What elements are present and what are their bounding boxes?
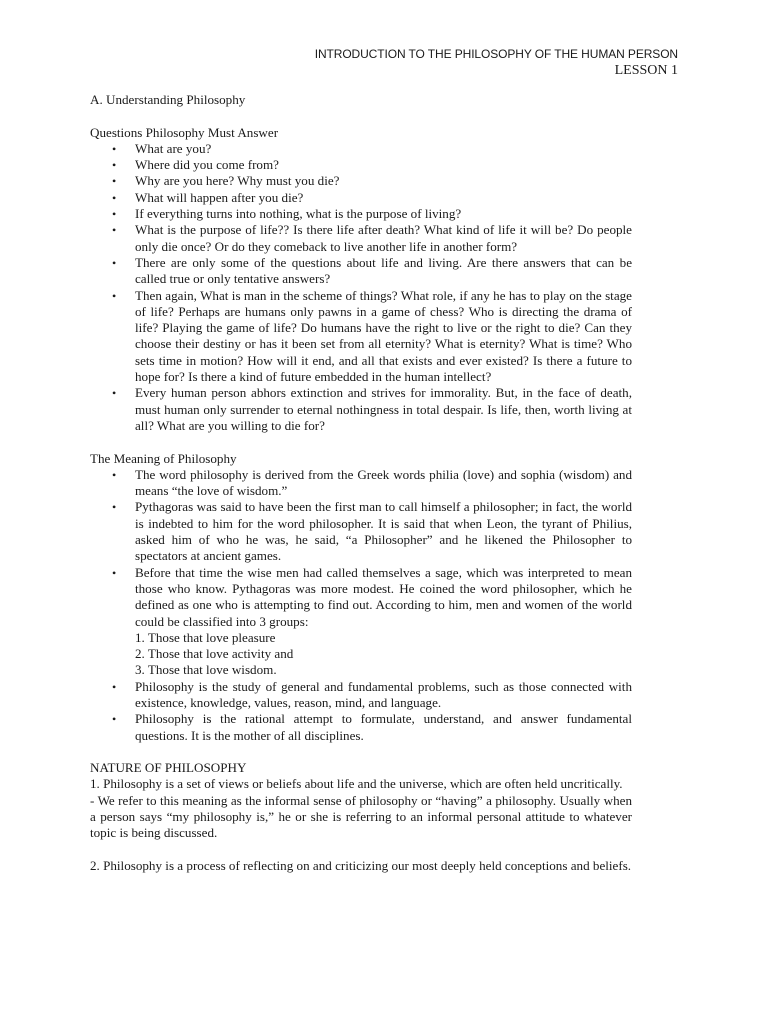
list-item-text: Why are you here? Why must you die? (135, 173, 340, 189)
questions-list (90, 141, 632, 434)
list-item (90, 711, 632, 744)
bullet-icon: • (112, 679, 117, 694)
list-item (90, 141, 632, 157)
list-item-text: Philosophy is the study of general and fundamental problems, such as those connected with existence, knowledge, values, reason, mind, and language. (135, 678, 632, 710)
bullet-icon: • (112, 174, 117, 189)
meaning-title: The Meaning of Philosophy (90, 450, 237, 466)
list-item (90, 467, 632, 500)
list-item (90, 190, 632, 206)
bullet-icon: • (112, 141, 117, 156)
header-lesson: LESSON 1 (614, 63, 678, 78)
meaning-list (90, 467, 632, 744)
bullet-icon: • (112, 565, 117, 580)
bullet-icon: • (112, 712, 117, 727)
list-item-text: What will happen after you die? (135, 189, 304, 205)
spacer (90, 108, 632, 124)
spacer (90, 744, 632, 760)
list-item-text: Every human person abhors extinction and strives for immorality. But, in the face of death, must human only surrender to eternal nothingness in total despair. Is life, then, worth living at all? What are you willing to die for? (135, 385, 632, 433)
list-item (90, 385, 632, 434)
list-item (90, 288, 632, 386)
bullet-icon: • (112, 190, 117, 205)
list-item-text: Pythagoras was said to have been the first man to call himself a philosopher; in fact, the world is indebted to him for the word philosopher. It is said that when Leon, the tyrant of Philius, asked him of who he was, he said, “a Philosopher” and he likened the Philosopher to spectators at ancient games. (135, 499, 632, 564)
list-item (90, 499, 632, 564)
list-item (90, 157, 632, 173)
bullet-icon: • (112, 255, 117, 270)
document-body (90, 92, 632, 874)
bullet-icon: • (112, 386, 117, 401)
questions-title: Questions Philosophy Must Answer (90, 124, 279, 140)
group-item: 3. Those that love wisdom. (135, 662, 277, 678)
bullet-icon: • (112, 288, 117, 303)
bullet-icon: • (112, 158, 117, 173)
nature-title: NATURE OF PHILOSOPHY (90, 760, 247, 776)
list-item-text: What is the purpose of life?? Is there life after death? What kind of life it will be? Do people only die once? Or do they comeback to live another life in another form? (135, 222, 632, 254)
list-item-text: Philosophy is the rational attempt to formulate, understand, and answer fundamental questions. It is the mother of all disciplines. (135, 711, 632, 743)
spacer (90, 434, 632, 450)
list-item (90, 255, 632, 288)
bullet-icon: • (112, 500, 117, 515)
nature-paragraph-2: 2. Philosophy is a process of reflecting on and criticizing our most deeply held conceptions and beliefs. (90, 857, 632, 873)
list-item-text: Then again, What is man in the scheme of things? What role, if any he has to play on the stage of life? Perhaps are humans only pawns in a game of chess? Who is directing the drama of life? Playing the game of life? Do humans have the right to live or the right to die? Can they choose their destiny or has it been set from all eternity? What is eternity? What is time? Who sets time in motion? How will it end, and all that exists and ever existed? Is there a future to hope for? Is there a kind of future embedded in the human intellect? (135, 287, 632, 385)
bullet-icon: • (112, 467, 117, 482)
nature-paragraph-1: 1. Philosophy is a set of views or beliefs about life and the universe, which are often held uncritically. (90, 776, 623, 792)
list-item-text: There are only some of the questions about life and living. Are there answers that can be called true or only tentative answers? (135, 254, 632, 287)
list-item (90, 565, 632, 679)
header-course-title: INTRODUCTION TO THE PHILOSOPHY OF THE HUMAN PERSON (314, 47, 678, 61)
list-item-text: Where did you come from? (135, 157, 279, 173)
list-item (90, 173, 632, 189)
bullet-icon: • (112, 223, 117, 238)
list-item-text: What are you? (135, 140, 212, 156)
bullet-icon: • (112, 207, 117, 222)
list-item-text: The word philosophy is derived from the Greek words philia (love) and sophia (wisdom) and means “the love of wisdom.” (135, 466, 632, 499)
list-item-text: Before that time the wise men had called themselves a sage, which was interpreted to mean those who know. Pythagoras was more modest. He coined the word philosopher, which he defined as one who is attempting to find out. According to him, men and women of the world could be classified into 3 groups: (135, 564, 632, 629)
group-item: 2. Those that love activity and (135, 646, 294, 662)
spacer (90, 842, 632, 858)
list-item (90, 206, 632, 222)
nature-paragraph-1-note: - We refer to this meaning as the informal sense of philosophy or “having” a philosophy. Usually when a person says “my philosophy is,” he or she is referring to an informal personal attitude to whatever topic is being discussed. (90, 792, 632, 841)
list-item (90, 679, 632, 712)
group-item: 1. Those that love pleasure (135, 629, 276, 645)
section-a-title: A. Understanding Philosophy (90, 92, 246, 107)
list-item-text: If everything turns into nothing, what is the purpose of living? (135, 206, 462, 222)
list-item (90, 222, 632, 255)
